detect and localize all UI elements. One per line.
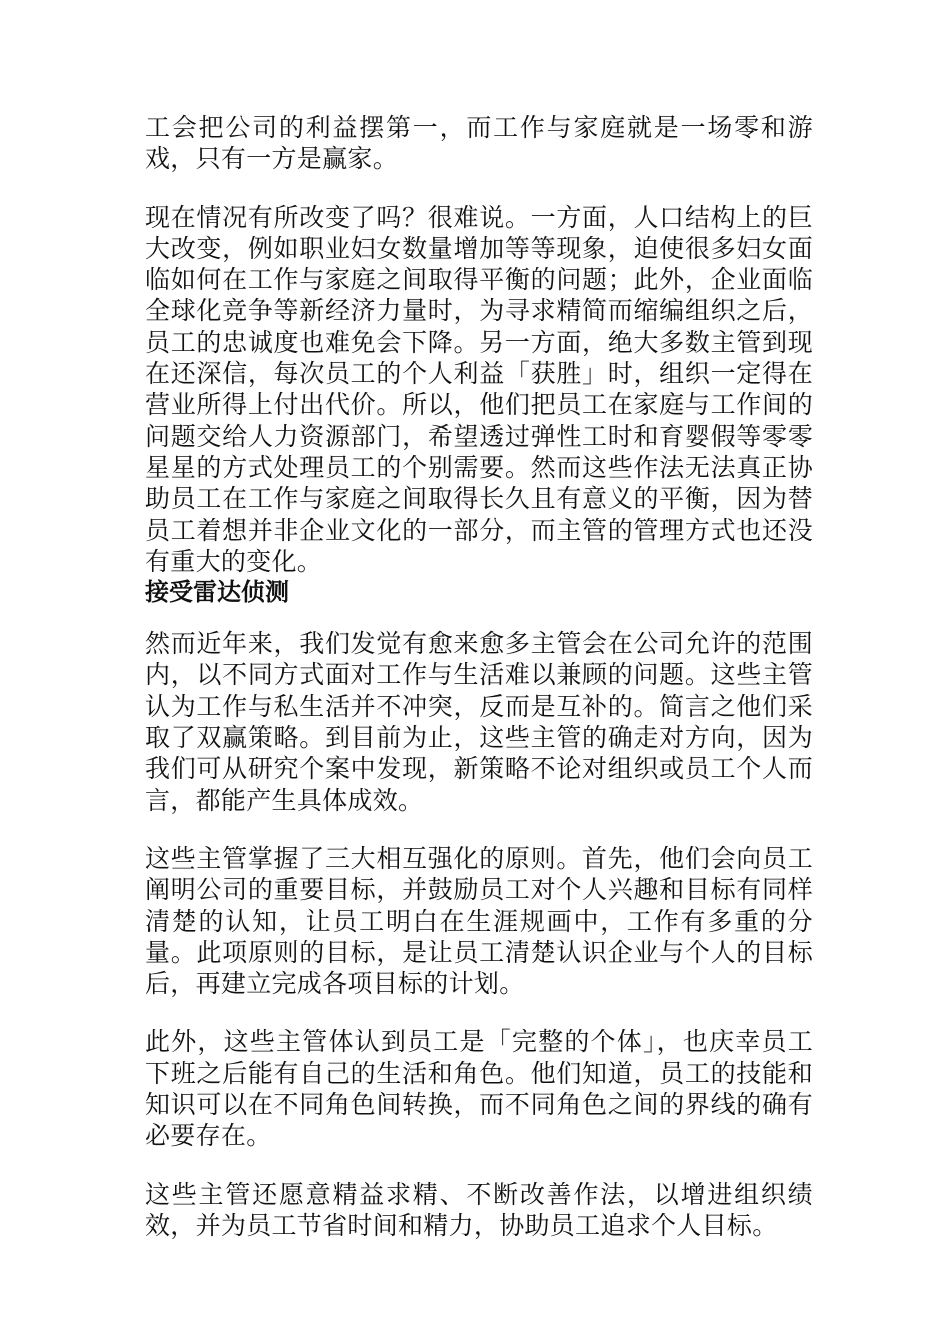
paragraph-continuous-improvement: 这些主管还愿意精益求精、不断改善作法，以增进组织绩效，并为员工节省时间和精力，协助员工追求个人目标。 (145, 1179, 813, 1240)
paragraph-win-win-strategy: 然而近年来，我们发觉有愈来愈多主管会在公司允许的范围内，以不同方式面对工作与生活难以兼顾的问题。这些主管认为工作与私生活并不冲突，反而是互补的。简言之他们采取了双赢策略。到目前为止，这些主管的确走对方向，因为我们可从研究个案中发现，新策略不论对组织或员工个人而言，都能产生具体成效。 (145, 629, 813, 815)
paragraph-current-situation: 现在情况有所改变了吗？很难说。一方面，人口结构上的巨大改变，例如职业妇女数量增加等等现象，迫使很多妇女面临如何在工作与家庭之间取得平衡的问题；此外，企业面临全球化竞争等新经济力量时，为寻求精简而缩编组织之后，员工的忠诚度也难免会下降。另一方面，绝大多数主管到现在还深信，每次员工的个人利益「获胜」时，组织一定得在营业所得上付出代价。所以，他们把员工在家庭与工作间的问题交给人力资源部门，希望透过弹性工时和育婴假等零零星星的方式处理员工的个别需要。然而这些作法无法真正协助员工在工作与家庭之间取得长久且有意义的平衡，因为替员工着想并非企业文化的一部分，而主管的管理方式也还没有重大的变化。 (145, 202, 813, 576)
paragraph-three-principles: 这些主管掌握了三大相互强化的原则。首先，他们会向员工阐明公司的重要目标，并鼓励员工对个人兴趣和目标有同样清楚的认知，让员工明白在生涯规画中，工作有多重的分量。此项原则的目标，是让员工清楚认识企业与个人的目标后，再建立完成各项目标的计划。 (145, 843, 813, 999)
document-body (145, 112, 813, 1241)
section-heading: 接受雷达侦测 (145, 578, 289, 607)
paragraph-zero-sum-game: 工会把公司的利益摆第一，而工作与家庭就是一场零和游戏，只有一方是赢家。 (145, 113, 813, 174)
paragraph-whole-person: 此外，这些主管体认到员工是「完整的个体」，也庆幸员工下班之后能有自己的生活和角色。他们知道，员工的技能和知识可以在不同角色间转换，而不同角色之间的界线的确有必要存在。 (145, 1027, 813, 1151)
